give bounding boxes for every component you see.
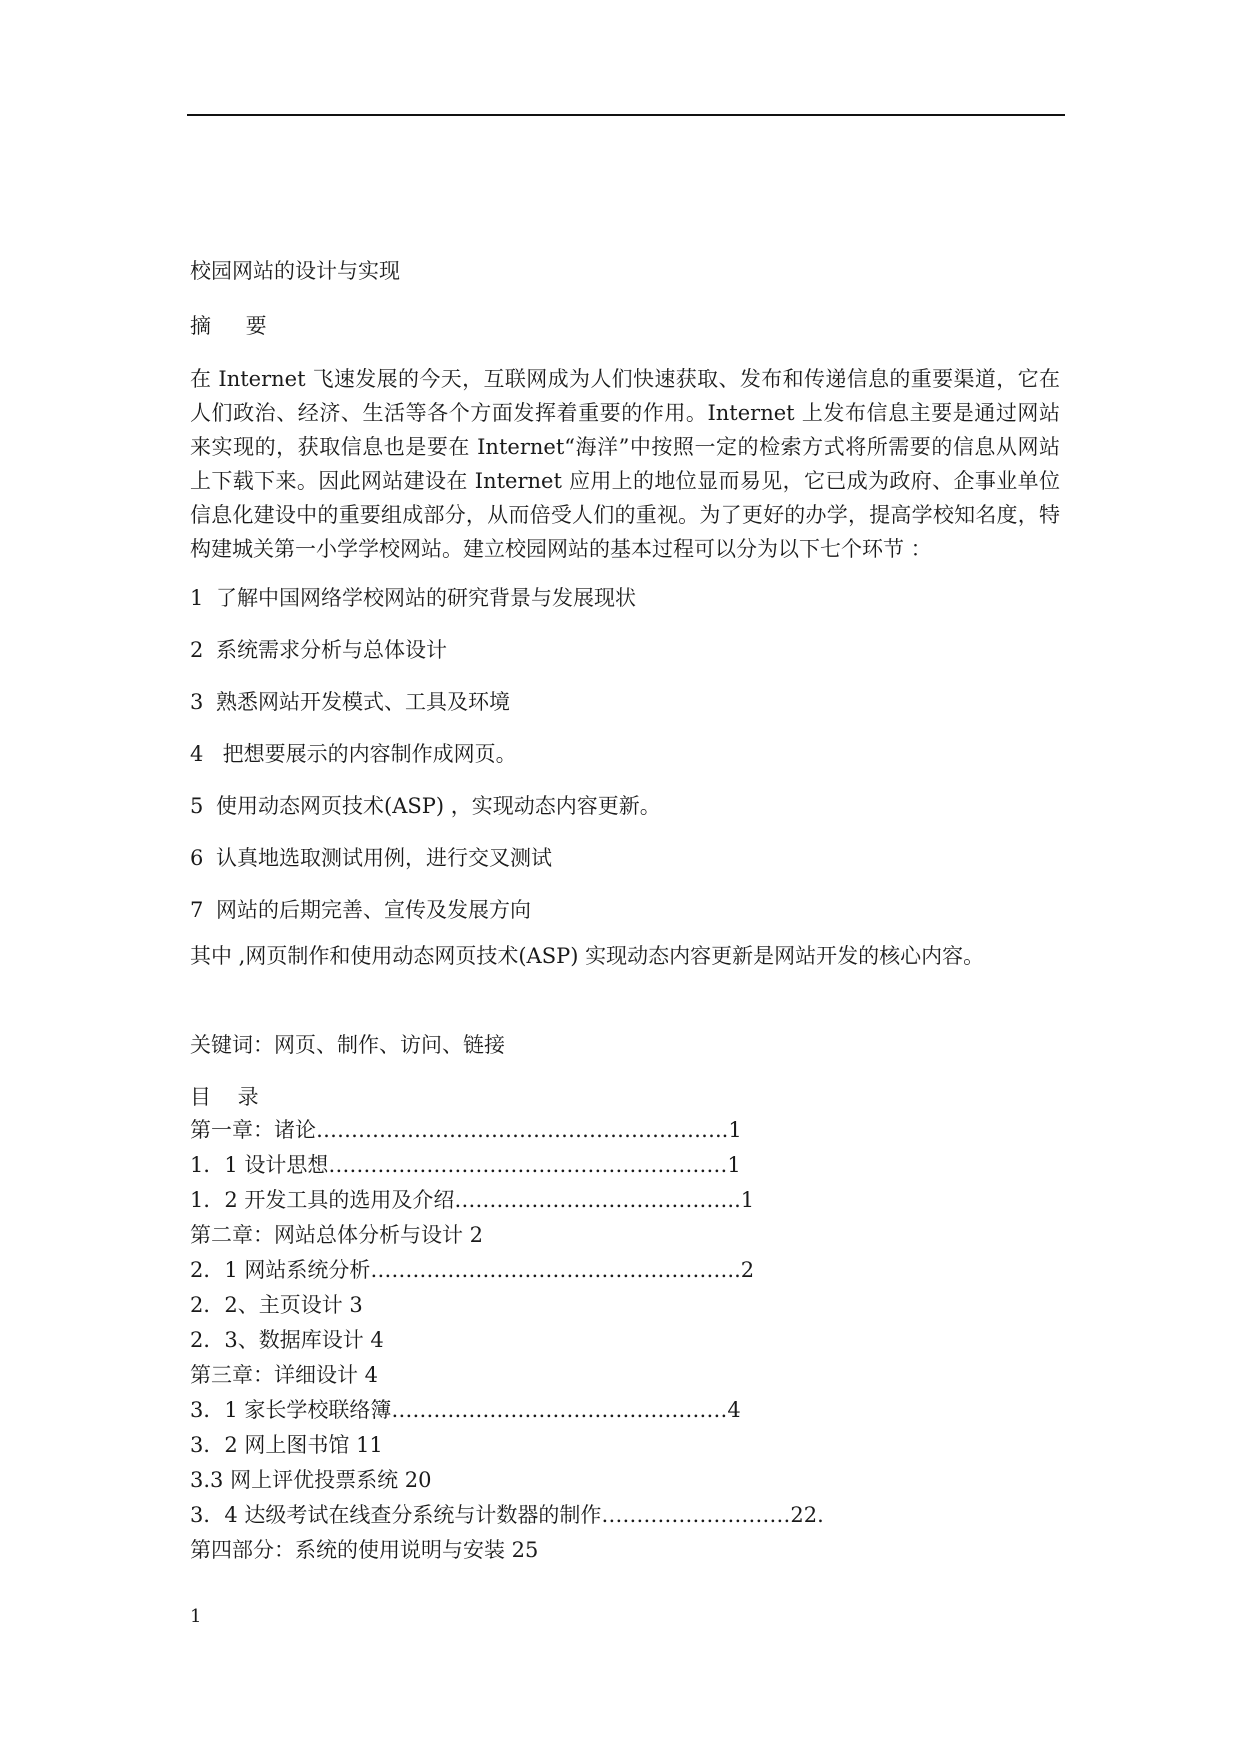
step-number: 5 — [190, 794, 204, 818]
step-number: 7 — [190, 898, 204, 922]
step-text: 了解中国网络学校网站的研究背景与发展现状 — [216, 586, 636, 610]
toc-entry: 第二章：网站总体分析与设计 2 — [190, 1223, 484, 1247]
step-text: 认真地选取测试用例，进行交叉测试 — [216, 846, 552, 870]
step-number: 4 — [190, 742, 204, 766]
toc-entry: 3．2 网上图书馆 11 — [190, 1433, 383, 1457]
step-item — [190, 634, 1060, 666]
step-number: 1 — [190, 586, 204, 610]
summary-paragraph: 其中 ,网页制作和使用动态网页技术(ASP) 实现动态内容更新是网站开发的核心内容。 — [190, 944, 985, 968]
step-item — [190, 842, 1060, 874]
step-text: 网站的后期完善、宣传及发展方向 — [216, 898, 531, 922]
toc-entry: 3.3 网上评优投票系统 20 — [190, 1468, 432, 1492]
toc-entry: 3．4 达级考试在线查分系统与计数器的制作………………………22. — [190, 1503, 824, 1527]
step-item — [190, 686, 1060, 718]
toc-entry: 2．3、数据库设计 4 — [190, 1328, 384, 1352]
header-rule — [187, 114, 1065, 116]
toc-entry: 3．1 家长学校联络簿…………………………………………4 — [190, 1398, 741, 1422]
page-number: 1 — [190, 1606, 202, 1627]
abstract-heading: 摘 要 — [190, 314, 281, 338]
step-number: 6 — [190, 846, 204, 870]
toc-entry: 1．2 开发工具的选用及介绍…………………………………..1 — [190, 1188, 755, 1212]
step-text: 熟悉网站开发模式、工具及环境 — [216, 690, 510, 714]
step-item — [190, 894, 1060, 926]
step-item — [190, 738, 1060, 770]
toc-entry: 1．1 设计思想…………………………………………………1 — [190, 1153, 741, 1177]
process-steps-list — [190, 582, 1060, 926]
toc-entry: 2．1 网站系统分析……………………………………………..2 — [190, 1258, 755, 1282]
abstract-paragraph: 在 Internet 飞速发展的今天，互联网成为人们快速获取、发布和传递信息的重要渠道，它在人们政治、经济、生活等各个方面发挥着重要的作用。Internet 上发布信息主要是通过网站来实现的，获取信息也是要在 Internet“海洋”中按照一定的检索方式将所需要的信息从网站上下载下来。因此网站建设在 Internet 应用上的地位显而易见，它已成为政府、企事业单位信息化建设中的重要组成部分，从而倍受人们的重视。为了更好的办学，提高学校知名度，特构建城关第一小学学校网站。建立校园网站的基本过程可以分为以下七个环节 ： — [190, 367, 1060, 561]
keywords-line: 关键词：网页、制作、访问、链接 — [190, 1033, 505, 1057]
document-body — [190, 255, 1060, 1568]
toc-entry: 第一章：诸论…………………………………………………..1 — [190, 1118, 742, 1142]
toc-entry: 第四部分：系统的使用说明与安装 25 — [190, 1538, 539, 1562]
step-number: 2 — [190, 638, 204, 662]
step-item — [190, 790, 1060, 822]
table-of-contents — [190, 1113, 1060, 1568]
toc-entry: 2．2、主页设计 3 — [190, 1293, 363, 1317]
step-text: 把想要展示的内容制作成网页。 — [216, 742, 517, 766]
step-item — [190, 582, 1060, 614]
document-title: 校园网站的设计与实现 — [190, 259, 400, 283]
step-text: 使用动态网页技术(ASP) ，实现动态内容更新。 — [216, 794, 661, 818]
toc-heading: 目 录 — [190, 1085, 269, 1109]
toc-entry: 第三章：详细设计 4 — [190, 1363, 379, 1387]
step-number: 3 — [190, 690, 204, 714]
step-text: 系统需求分析与总体设计 — [216, 638, 447, 662]
